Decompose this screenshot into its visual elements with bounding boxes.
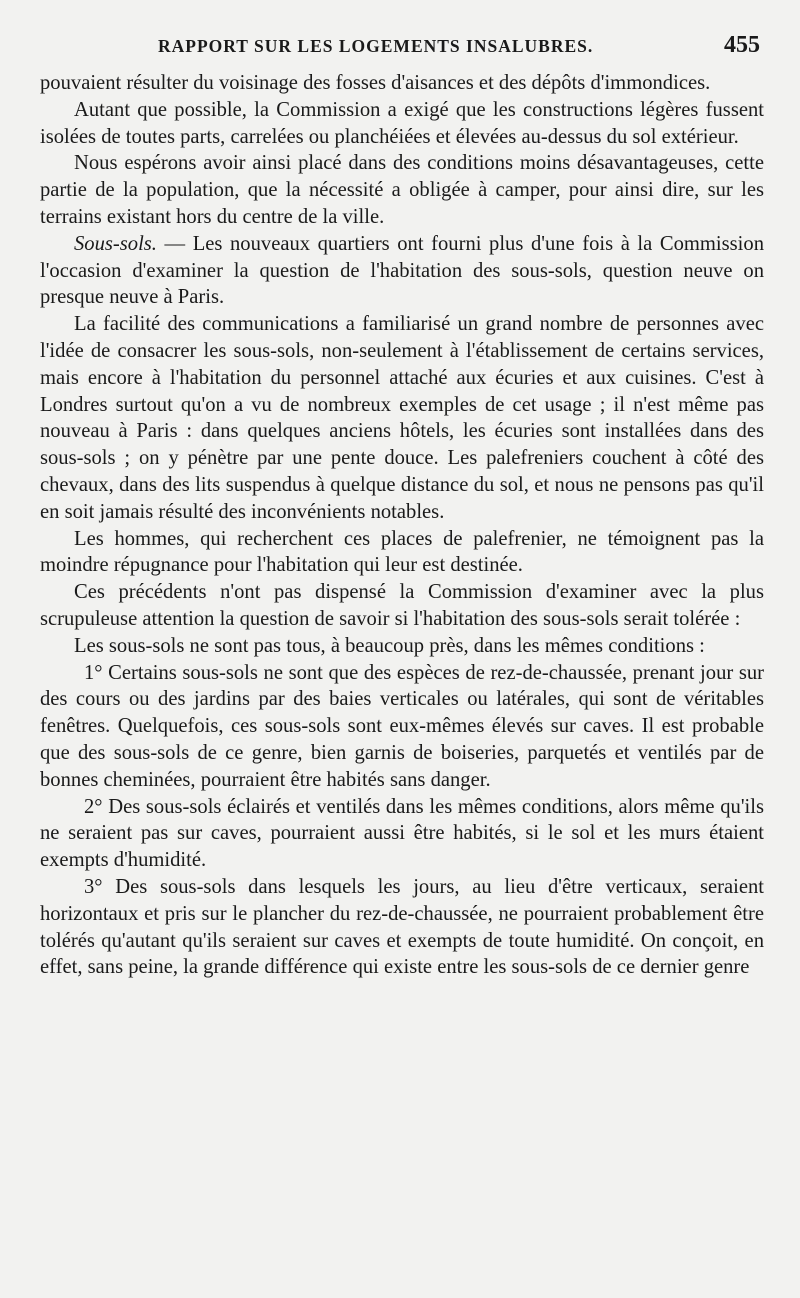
page-header <box>40 34 764 70</box>
running-title: RAPPORT SUR LES LOGEMENTS INSALUBRES. <box>158 36 594 56</box>
paragraph-sous-sols: Sous-sols. — Les nouveaux quartiers ont fourni plus d'une fois à la Commission l'occasion d'examiner la question de l'habitation des sous-sols, question neuve on presque neuve à Paris. <box>40 232 764 309</box>
paragraph: pouvaient résulter du voisinage des fosses d'aisances et des dépôts d'immondices. <box>40 72 711 94</box>
body-text <box>40 70 764 981</box>
paragraph: Les hommes, qui recherchent ces places de palefrenier, ne témoignent pas la moindre répugnance pour l'habitation qui leur est destinée. <box>40 527 764 577</box>
paragraph: Nous espérons avoir ainsi placé dans des conditions moins désavantageuses, cette partie de la population, que la nécessité a obligée à camper, pour ainsi dire, sur les terrains existant hors du centre de la ville. <box>40 152 764 228</box>
list-item: 3° Des sous-sols dans lesquels les jours, au lieu d'être verticaux, seraient horizontaux et pris sur le plancher du rez-de-chaussée, ne pourraient probablement être tolérés qu'autant qu'ils seraient sur caves et exempts de toute humidité. On conçoit, en effet, sans peine, la grande différence qui existe entre les sous-sols de ce dernier genre <box>40 875 764 979</box>
paragraph: La facilité des communications a familiarisé un grand nombre de personnes avec l'idée de consacrer les sous-sols, non-seulement à l'établissement de certains services, mais encore à l'habitation du personnel attaché aux écuries et aux cuisines. C'est à Londres surtout qu'on a vu de nombreux exemples de cet usage ; il n'est même pas nouveau à Paris : dans quelques anciens hôtels, les écuries sont installées dans des sous-sols ; on y pénètre par une pente douce. Les palefreniers couchent à côté des chevaux, dans des lits suspendus à quelque distance du sol, et nous ne pensons pas qu'il en soit jamais résulté des inconvénients notables. <box>40 313 764 523</box>
list-item: 1° Certains sous-sols ne sont que des espèces de rez-de-chaussée, prenant jour sur des cours ou des jardins par des baies verticales ou latérales, qui sont de véritables fenêtres. Quelquefois, ces sous-sols sont eux-mêmes élevés sur caves. Il est probable que des sous-sols de ce genre, bien garnis de boiseries, parquetés et ventilés par de bonnes cheminées, pourraient être habités sans danger. <box>40 661 764 791</box>
section-lead: Sous-sols. <box>74 232 157 255</box>
paragraph: Les sous-sols ne sont pas tous, à beaucoup près, dans les mêmes conditions : <box>74 634 705 657</box>
page-number: 455 <box>724 32 760 58</box>
paragraph: Ces précédents n'ont pas dispensé la Commission d'examiner avec la plus scrupuleuse attention la question de savoir si l'habitation des sous-sols serait tolérée : <box>40 581 764 630</box>
list-item: 2° Des sous-sols éclairés et ventilés dans les mêmes conditions, alors même qu'ils ne seraient pas sur caves, pourraient aussi être habités, si le sol et les murs étaient exempts d'humidité. <box>40 795 764 872</box>
paragraph: Autant que possible, la Commission a exigé que les constructions légères fussent isolées de toutes parts, carrelées ou planchéiées et élevées au-dessus du sol extérieur. <box>40 98 764 148</box>
